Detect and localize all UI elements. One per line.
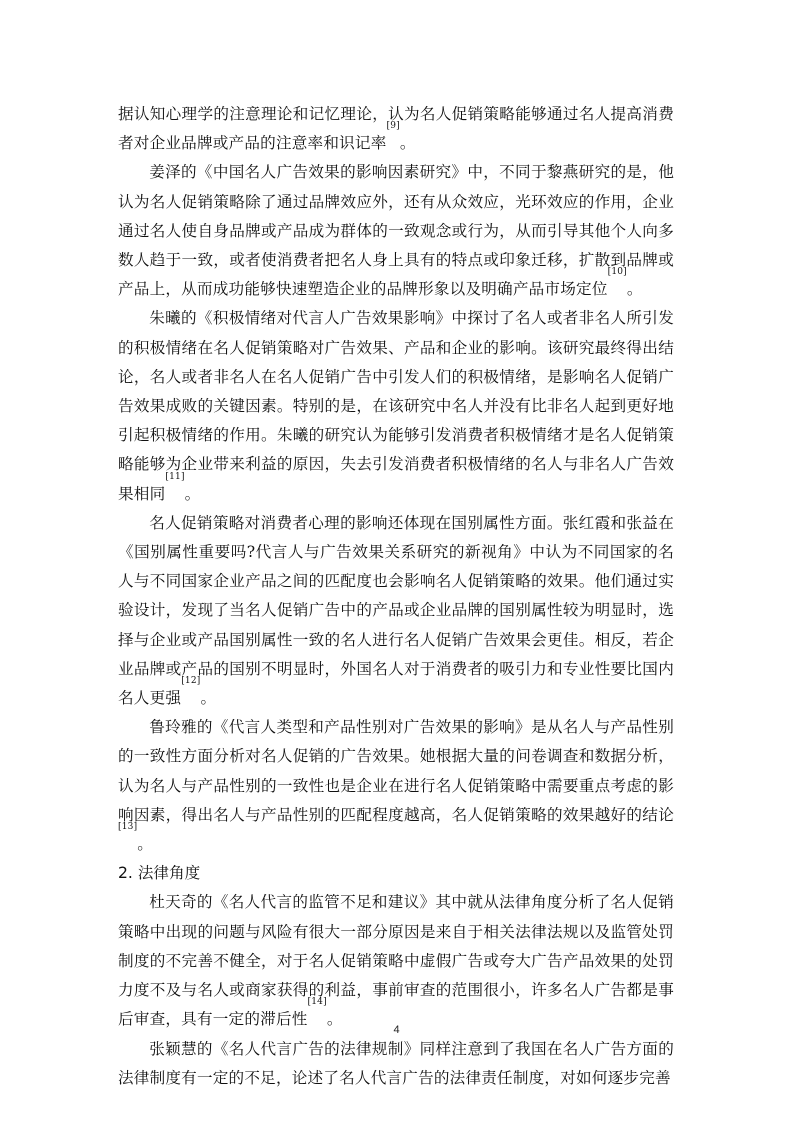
citation-ref: [14] xyxy=(307,997,327,1008)
citation-ref: [10] xyxy=(607,267,627,278)
paragraph-1: 据认知心理学的注意理论和记忆理论，认为名人促销策略能够通过名人提高消费者对企业品牌或产品的注意率和识记率[9]。 xyxy=(118,105,674,153)
section-heading: 2. 法律角度 xyxy=(118,864,201,883)
citation-ref: [9] xyxy=(386,121,400,132)
paragraph-2: 姜泽的《中国名人广告效果的影响因素研究》中，不同于黎燕研究的是，他认为名人促销策略除了通过品牌效应外，还有从众效应，光环效应的作用，企业通过名人使自身品牌或产品成为群体的一致观念或行为，从而引导其他个人向多数人趋于一致，或者使消费者把名人身上具有的特点或印象迁移，扩散到品牌或产品上，从而成功能够快速塑造企业的品牌形象以及明确产品市场定位[10]。 xyxy=(118,163,674,299)
page-number: 4 xyxy=(393,1024,400,1036)
paragraph-7: 张颖慧的《名人代言广告的法律规制》同样注意到了我国在名人广告方面的法律制度有一定的不足，论述了名人代言广告的法律责任制度，对如何逐步完善 xyxy=(118,1039,674,1087)
citation-ref: [13] xyxy=(118,822,138,833)
paragraph-5: 鲁玲雅的《代言人类型和产品性别对广告效果的影响》是从名人与产品性别的一致性方面分析对名人促销的广告效果。她根据大量的问卷调查和数据分析，认为名人与产品性别的一致性也是企业在进行名人促销策略中需要重点考虑的影响因素，得出名人与产品性别的匹配程度越高，名人促销策略的效果越好的结论[13]。 xyxy=(118,718,674,854)
paragraph-3: 朱曦的《积极情绪对代言人广告效果影响》中探讨了名人或者非名人所引发的积极情绪在名人促销策略对广告效果、产品和企业的影响。该研究最终得出结论，名人或者非名人在名人促销广告中引发人们的积极情绪，是影响名人促销广告效果成败的关键因素。特别的是，在该研究中名人并没有比非名人起到更好地引起积极情绪的作用。朱曦的研究认为能够引发消费者积极情绪才是名人促销策略能够为企业带来利益的原因，失去引发消费者积极情绪的名人与非名人广告效果相同[11]。 xyxy=(118,309,674,503)
citation-ref: [12] xyxy=(181,676,201,687)
paragraph-4: 名人促销策略对消费者心理的影响还体现在国别属性方面。张红霞和张益在《国别属性重要吗?代言人与广告效果关系研究的新视角》中认为不同国家的名人与不同国家企业产品之间的匹配度也会影响名人促销策略的效果。他们通过实验设计，发现了当名人促销广告中的产品或企业品牌的国别属性较为明显时，选择与企业或产品国别属性一致的名人进行名人促销广告效果会更佳。相反，若企业品牌或产品的国别不明显时，外国名人对于消费者的吸引力和专业性要比国内名人更强[12]。 xyxy=(118,513,674,708)
page-body xyxy=(118,100,674,1093)
citation-ref: [11] xyxy=(165,471,185,482)
paragraph-6: 杜天奇的《名人代言的监管不足和建议》其中就从法律角度分析了名人促销策略中出现的问题与风险有很大一部分原因是来自于相关法律法规以及监管处罚制度的不完善不健全，对于名人促销策略中虚假广告或夸大广告产品效果的处罚力度不及与名人或商家获得的利益，事前审查的范围很小，许多名人广告都是事后审查，具有一定的滞后性[14]。 xyxy=(118,893,674,1029)
